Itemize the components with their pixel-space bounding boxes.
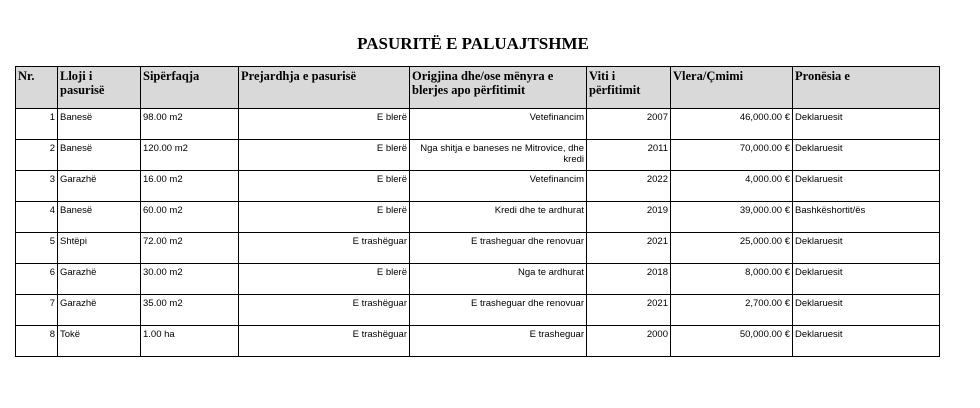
cell-property-type: Garazhë	[58, 171, 141, 202]
cell-year: 2021	[587, 295, 671, 326]
table-row	[16, 202, 940, 233]
cell-property-type: Shtëpi	[58, 233, 141, 264]
header-ownership: Pronësia e	[793, 67, 940, 109]
cell-value: 46,000.00 €	[671, 109, 793, 140]
cell-acquisition-method: Nga te ardhurat	[410, 264, 587, 295]
table-row	[16, 326, 940, 357]
cell-property-type: Banesë	[58, 140, 141, 171]
cell-year: 2019	[587, 202, 671, 233]
cell-value: 70,000.00 €	[671, 140, 793, 171]
cell-nr: 1	[16, 109, 58, 140]
cell-value: 25,000.00 €	[671, 233, 793, 264]
cell-origin: E blerë	[239, 140, 410, 171]
cell-year: 2021	[587, 233, 671, 264]
cell-acquisition-method: E trasheguar dhe renovuar	[410, 295, 587, 326]
cell-value: 4,000.00 €	[671, 171, 793, 202]
cell-area: 72.00 m2	[141, 233, 239, 264]
table-row	[16, 171, 940, 202]
document-title: PASURITË E PALUAJTSHME	[357, 34, 589, 53]
header-value: Vlera/Çmimi	[671, 67, 793, 109]
table-row	[16, 140, 940, 171]
header-nr: Nr.	[16, 67, 58, 109]
cell-ownership: Deklaruesit	[793, 326, 940, 357]
cell-ownership: Deklaruesit	[793, 171, 940, 202]
cell-area: 35.00 m2	[141, 295, 239, 326]
header-acquisition-method: Origjina dhe/ose mënyra e blerjes apo përfitimit	[410, 67, 587, 109]
table-row	[16, 264, 940, 295]
cell-property-type: Garazhë	[58, 264, 141, 295]
cell-acquisition-method: Nga shitja e baneses ne Mitrovice, dhe kredi	[410, 140, 587, 171]
cell-property-type: Banesë	[58, 202, 141, 233]
cell-acquisition-method: Vetefinancim	[410, 171, 587, 202]
cell-year: 2000	[587, 326, 671, 357]
cell-area: 120.00 m2	[141, 140, 239, 171]
header-property-type: Lloji i pasurisë	[58, 67, 141, 109]
cell-nr: 2	[16, 140, 58, 171]
cell-origin: E blerë	[239, 171, 410, 202]
cell-year: 2011	[587, 140, 671, 171]
cell-ownership: Deklaruesit	[793, 295, 940, 326]
table-header-row	[16, 67, 940, 109]
cell-ownership: Deklaruesit	[793, 233, 940, 264]
cell-property-type: Garazhë	[58, 295, 141, 326]
cell-year: 2018	[587, 264, 671, 295]
header-area: Sipërfaqja	[141, 67, 239, 109]
cell-nr: 6	[16, 264, 58, 295]
cell-value: 39,000.00 €	[671, 202, 793, 233]
header-origin: Prejardhja e pasurisë	[239, 67, 410, 109]
cell-nr: 5	[16, 233, 58, 264]
table-row	[16, 109, 940, 140]
table-row	[16, 295, 940, 326]
cell-year: 2022	[587, 171, 671, 202]
cell-acquisition-method: E trasheguar dhe renovuar	[410, 233, 587, 264]
cell-property-type: Banesë	[58, 109, 141, 140]
cell-value: 8,000.00 €	[671, 264, 793, 295]
cell-acquisition-method: Vetefinancim	[410, 109, 587, 140]
cell-year: 2007	[587, 109, 671, 140]
cell-ownership: Deklaruesit	[793, 140, 940, 171]
cell-nr: 3	[16, 171, 58, 202]
cell-origin: E blerë	[239, 109, 410, 140]
cell-area: 98.00 m2	[141, 109, 239, 140]
cell-acquisition-method: Kredi dhe te ardhurat	[410, 202, 587, 233]
cell-ownership: Bashkëshortit/ës	[793, 202, 940, 233]
cell-nr: 4	[16, 202, 58, 233]
cell-origin: E blerë	[239, 202, 410, 233]
cell-acquisition-method: E trasheguar	[410, 326, 587, 357]
cell-area: 16.00 m2	[141, 171, 239, 202]
cell-property-type: Tokë	[58, 326, 141, 357]
table-row	[16, 233, 940, 264]
property-table	[15, 66, 940, 357]
cell-area: 1.00 ha	[141, 326, 239, 357]
cell-ownership: Deklaruesit	[793, 109, 940, 140]
cell-origin: E trashëguar	[239, 233, 410, 264]
cell-area: 30.00 m2	[141, 264, 239, 295]
cell-value: 50,000.00 €	[671, 326, 793, 357]
cell-value: 2,700.00 €	[671, 295, 793, 326]
cell-nr: 8	[16, 326, 58, 357]
cell-origin: E trashëguar	[239, 295, 410, 326]
cell-origin: E trashëguar	[239, 326, 410, 357]
cell-origin: E blerë	[239, 264, 410, 295]
cell-ownership: Deklaruesit	[793, 264, 940, 295]
cell-area: 60.00 m2	[141, 202, 239, 233]
header-year: Viti i përfitimit	[587, 67, 671, 109]
cell-nr: 7	[16, 295, 58, 326]
